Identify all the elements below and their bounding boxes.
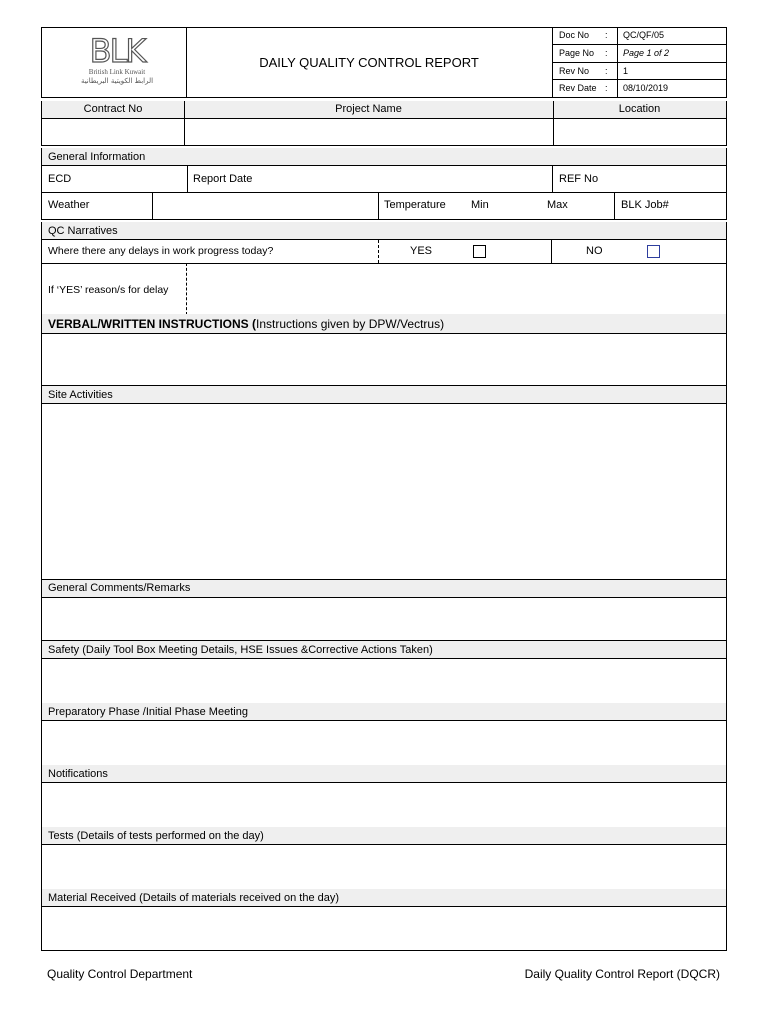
general-comments-field[interactable] — [42, 598, 726, 640]
contract-no-field[interactable] — [42, 119, 184, 145]
instructions-title: VERBAL/WRITTEN INSTRUCTIONS (Instructions given by DPW/Vectrus) — [48, 317, 445, 331]
report-title: DAILY QUALITY CONTROL REPORT — [259, 55, 479, 70]
rev-date-label: Rev Date — [559, 83, 597, 93]
project-name-field[interactable] — [185, 119, 553, 145]
report-date-label: Report Date — [193, 173, 253, 185]
page-no-value: Page 1 of 2 — [623, 48, 670, 58]
weather-label: Weather — [48, 199, 90, 211]
colon: : — [605, 83, 608, 93]
logo-text: BLK — [89, 32, 145, 70]
ref-no-field[interactable] — [605, 166, 725, 191]
yes-label: YES — [410, 245, 433, 257]
temperature-min-label: Min — [471, 199, 489, 211]
rev-no-label: Rev No — [559, 66, 590, 76]
safety-field[interactable] — [42, 659, 726, 703]
site-activities-field[interactable] — [42, 404, 726, 579]
location-field[interactable] — [554, 119, 726, 145]
blk-job-field[interactable] — [672, 193, 726, 219]
weather-field[interactable] — [153, 193, 378, 219]
notifications-field[interactable] — [42, 783, 726, 827]
project-name-header: Project Name — [335, 103, 402, 115]
material-field[interactable] — [42, 907, 726, 950]
ecd-label: ECD — [48, 173, 72, 185]
colon: : — [605, 48, 608, 58]
no-checkbox[interactable] — [647, 245, 660, 258]
doc-no-value: QC/QF/05 — [623, 30, 665, 40]
logo-subtitle: British Link Kuwait — [88, 68, 146, 76]
logo-arabic: الرابط الكويتية البريطانية — [80, 77, 154, 85]
rev-no-value: 1 — [623, 66, 629, 76]
colon: : — [605, 30, 608, 40]
notifications-title: Notifications — [48, 768, 108, 780]
temperature-max-label: Max — [547, 199, 568, 211]
contract-no-header: Contract No — [83, 103, 143, 115]
yes-checkbox[interactable] — [473, 245, 486, 258]
tests-field[interactable] — [42, 845, 726, 889]
delay-reason-field[interactable] — [188, 264, 725, 314]
delay-question: Where there any delays in work progress today? — [48, 245, 274, 257]
footer-right: Daily Quality Control Report (DQCR) — [524, 967, 720, 981]
temperature-max-field[interactable] — [570, 193, 613, 219]
qc-narratives-title: QC Narratives — [48, 225, 118, 237]
location-header: Location — [618, 103, 661, 115]
company-logo — [72, 34, 162, 90]
ecd-field[interactable] — [80, 166, 186, 191]
site-activities-title: Site Activities — [48, 389, 113, 401]
rev-date-value: 08/10/2019 — [623, 83, 669, 93]
preparatory-field[interactable] — [42, 721, 726, 765]
doc-no-label: Doc No — [559, 30, 590, 40]
general-information-title: General Information — [48, 151, 146, 163]
colon: : — [605, 66, 608, 76]
no-label: NO — [586, 245, 603, 257]
ref-no-label: REF No — [559, 173, 599, 185]
footer-left: Quality Control Department — [47, 967, 193, 981]
safety-title: Safety (Daily Tool Box Meeting Details, HSE Issues &Corrective Actions Taken) — [48, 644, 433, 656]
delay-reason-label: If ‘YES’ reason/s for delay — [48, 284, 169, 296]
tests-title: Tests (Details of tests performed on the day) — [48, 830, 264, 842]
temperature-label: Temperature — [384, 199, 446, 211]
material-title: Material Received (Details of materials received on the day) — [48, 892, 340, 904]
report-date-field[interactable] — [260, 166, 551, 191]
general-comments-title: General Comments/Remarks — [48, 582, 191, 594]
preparatory-title: Preparatory Phase /Initial Phase Meeting — [48, 706, 248, 718]
page-no-label: Page No — [559, 48, 595, 58]
blk-job-label: BLK Job# — [621, 199, 669, 211]
temperature-min-field[interactable] — [492, 193, 544, 219]
instructions-field[interactable] — [42, 334, 726, 385]
